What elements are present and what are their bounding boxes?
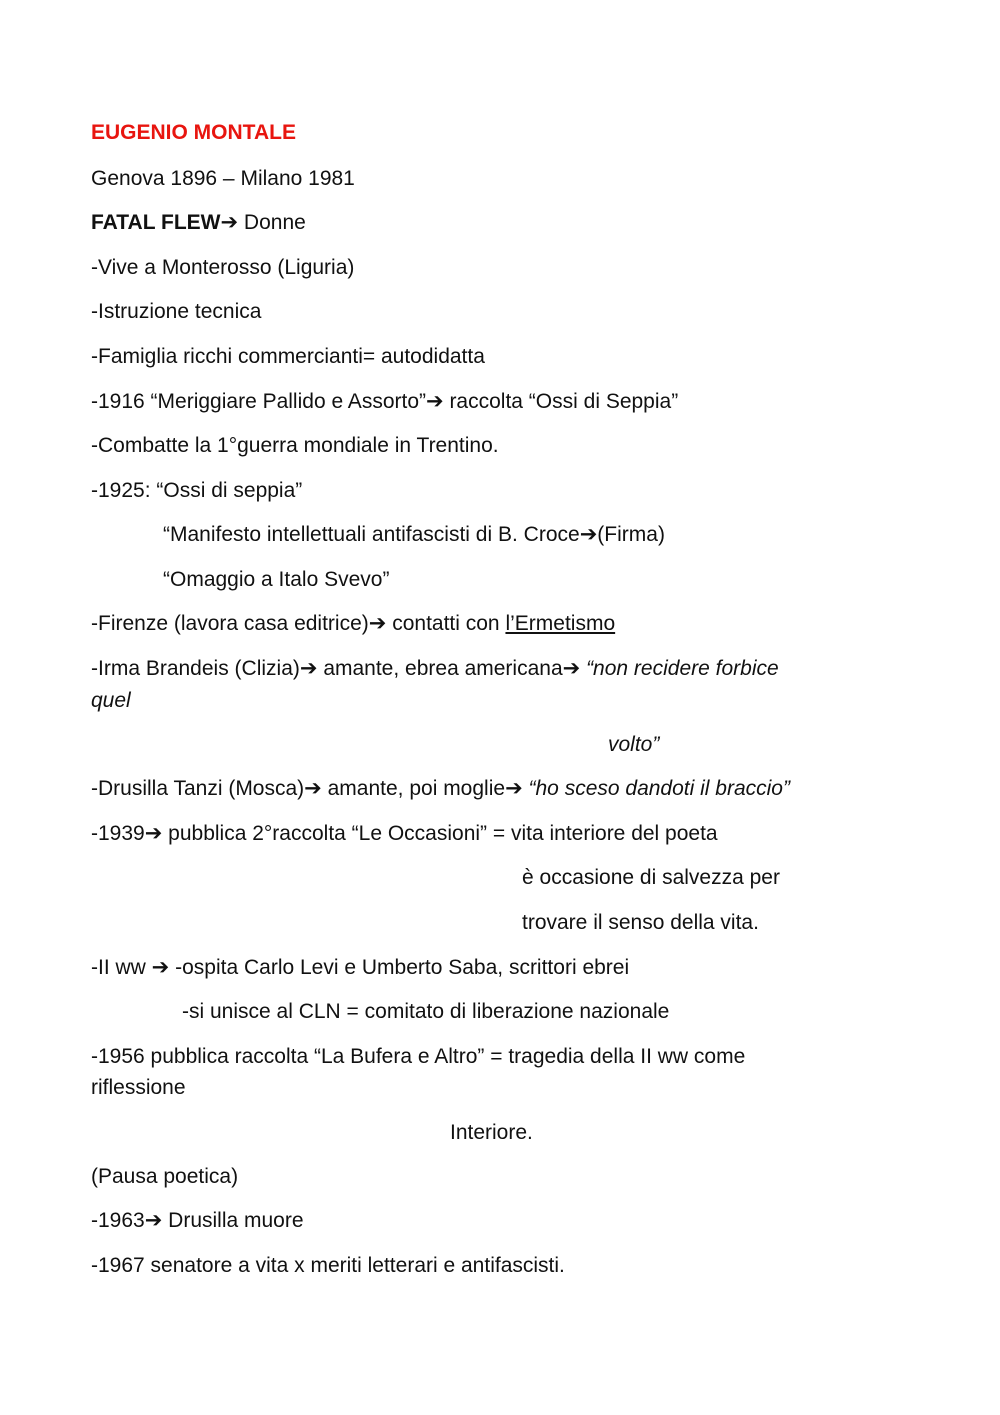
arrow-icon: ➔	[144, 822, 163, 845]
year-1963: -1963	[91, 1209, 145, 1232]
pausa-line: (Pausa poetica)	[91, 1165, 239, 1188]
manifesto-line	[163, 520, 665, 550]
arrow-icon: ➔	[368, 612, 387, 635]
contatti-text: contatti con	[386, 612, 506, 635]
arrow-icon: ➔	[151, 956, 170, 979]
ospita-text: -ospita Carlo Levi e Umberto Saba, scrittori ebrei	[169, 956, 630, 979]
ii-ww-line	[91, 953, 629, 983]
famiglia-line: -Famiglia ricchi commercianti= autodidatta	[91, 345, 485, 368]
monterosso-line: -Vive a Monterosso (Liguria)	[91, 256, 355, 279]
bufera-cont-1: riflessione	[91, 1076, 186, 1099]
ossi-raccolta-text: raccolta “Ossi di Seppia”	[443, 390, 679, 413]
irma-quote-cont: quel	[91, 689, 131, 712]
ermetismo-text: l’Ermetismo	[505, 612, 616, 635]
occasioni-text: pubblica 2°raccolta “Le Occasioni” = vita interiore del poeta	[162, 822, 718, 845]
guerra-line: -Combatte la 1°guerra mondiale in Trentino.	[91, 434, 499, 457]
bufera-line: -1956 pubblica raccolta “La Bufera e Altro” = tragedia della II ww come	[91, 1045, 746, 1068]
arrow-icon: ➔	[220, 211, 239, 234]
firma-text: (Firma)	[597, 523, 665, 546]
arrow-icon: ➔	[426, 390, 444, 413]
drusilla-muore-line	[91, 1206, 304, 1236]
arrow-icon: ➔	[144, 1209, 163, 1232]
drusilla-quote: “ho sceso dandoti il braccio”	[522, 777, 790, 800]
manifesto-text: “Manifesto intellettuali antifascisti di B. Croce	[163, 523, 580, 546]
meriggiare-text: -1916 “Meriggiare Pallido e Assorto”	[91, 390, 426, 413]
firenze-line	[91, 609, 615, 639]
drusilla-line	[91, 774, 790, 804]
year-1939: -1939	[91, 822, 145, 845]
firenze-text: -Firenze (lavora casa editrice)	[91, 612, 369, 635]
fatal-flew-line	[91, 208, 306, 238]
arrow-icon: ➔	[562, 657, 581, 680]
omaggio-line: “Omaggio a Italo Svevo”	[163, 568, 390, 591]
irma-quote-end: volto”	[608, 733, 660, 756]
senatore-line: -1967 senatore a vita x meriti letterari e antifascisti.	[91, 1254, 565, 1277]
drusilla-text: -Drusilla Tanzi (Mosca)	[91, 777, 305, 800]
fatal-flew-label: FATAL FLEW	[91, 211, 221, 234]
arrow-icon: ➔	[299, 657, 318, 680]
occasioni-line	[91, 819, 718, 849]
amante-text: amante, ebrea americana	[317, 657, 563, 680]
occasioni-cont-2: trovare il senso della vita.	[522, 911, 759, 934]
istruzione-line: -Istruzione tecnica	[91, 300, 262, 323]
fatal-flew-text: Donne	[238, 211, 306, 234]
irma-quote: “non recidere forbice	[580, 657, 779, 680]
document-title: EUGENIO MONTALE	[91, 121, 296, 144]
life-dates: Genova 1896 – Milano 1981	[91, 167, 355, 190]
irma-line	[91, 654, 779, 684]
irma-text: -Irma Brandeis (Clizia)	[91, 657, 300, 680]
muore-text: Drusilla muore	[162, 1209, 304, 1232]
ii-ww-text: -II ww	[91, 956, 152, 979]
meriggiare-line	[91, 387, 678, 417]
arrow-icon: ➔	[579, 523, 598, 546]
moglie-text: amante, poi moglie	[321, 777, 506, 800]
occasioni-cont-1: è occasione di salvezza per	[522, 866, 780, 889]
bufera-cont-2: Interiore.	[450, 1121, 533, 1144]
arrow-icon: ➔	[505, 777, 523, 800]
arrow-icon: ➔	[304, 777, 322, 800]
cln-line: -si unisce al CLN = comitato di liberazione nazionale	[182, 1000, 670, 1023]
ossi-1925-line: -1925: “Ossi di seppia”	[91, 479, 303, 502]
